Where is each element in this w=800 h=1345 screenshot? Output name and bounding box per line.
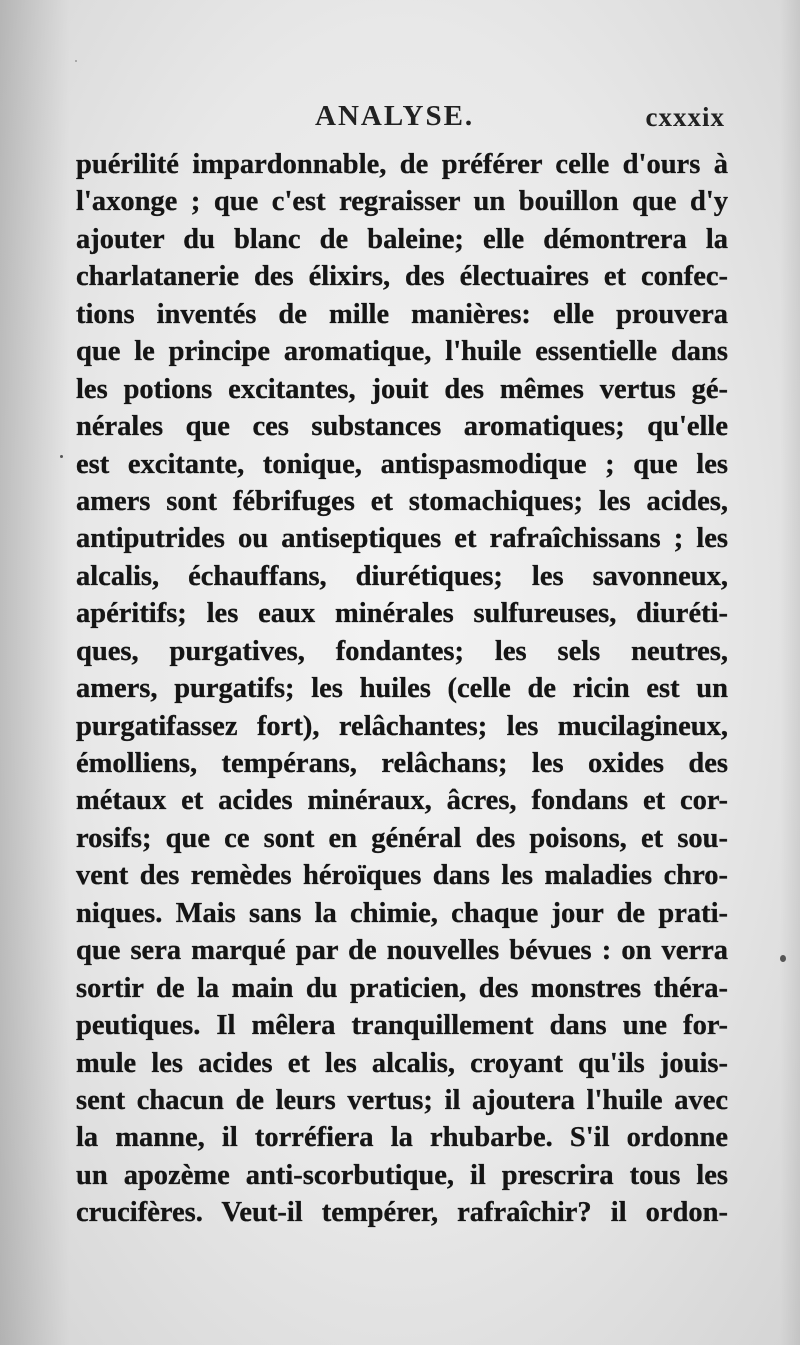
text-line: est excitante, tonique, antispasmodique ; que les: [76, 448, 728, 480]
text-line: charlatanerie des élixirs, des électuaires et confec-: [76, 261, 728, 293]
text-line: sortir de la main du praticien, des monstres théra-: [76, 972, 728, 1004]
text-line: peutiques. Il mêlera tranquillement dans une for-: [76, 1010, 728, 1042]
text-line: ajouter du blanc de baleine; elle démontrera la: [76, 223, 728, 255]
text-line: un apozème anti-scorbutique, il prescrira tous les: [76, 1159, 728, 1191]
text-line: nérales que ces substances aromatiques; qu'elle: [76, 411, 728, 443]
page-number: cxxxix: [645, 102, 725, 132]
text-line: amers sont fébrifuges et stomachiques; les acides,: [76, 485, 728, 517]
text-line: ques, purgatives, fondantes; les sels neutres,: [76, 635, 728, 667]
page-edge-shadow: [780, 0, 800, 1345]
text-line: que le principe aromatique, l'huile essentielle dans: [76, 336, 728, 368]
text-line: que sera marqué par de nouvelles bévues : on verra: [76, 935, 728, 967]
text-line: antiputrides ou antiseptiques et rafraîchissans ; les: [76, 523, 728, 555]
text-line: mule les acides et les alcalis, croyant qu'ils jouis-: [76, 1047, 728, 1079]
paper-speck: [780, 955, 786, 962]
text-line: puérilité impardonnable, de préférer celle d'ours à: [76, 149, 728, 180]
text-line: niques. Mais sans la chimie, chaque jour de prati-: [76, 897, 728, 929]
text-line: sent chacun de leurs vertus; il ajoutera l'huile avec: [76, 1084, 728, 1116]
text-line: métaux et acides minéraux, âcres, fondans et cor-: [76, 785, 728, 817]
text-line: l'axonge ; que c'est regraisser un bouillon que d'y: [76, 186, 728, 218]
gutter-shadow: [0, 0, 70, 1345]
text-line: alcalis, échauffans, diurétiques; les savonneux,: [76, 560, 728, 592]
text-line: rosifs; que ce sont en général des poisons, et sou-: [76, 822, 728, 854]
paper-speck: [60, 455, 63, 458]
text-line: amers, purgatifs; les huiles (celle de ricin est un: [76, 673, 728, 705]
body-text: [76, 146, 728, 1232]
text-line: tions inventés de mille manières: elle prouvera: [76, 298, 728, 330]
paper-speck: [75, 60, 77, 62]
text-line: vent des remèdes héroïques dans les maladies chro-: [76, 860, 728, 892]
text-line: crucifères. Veut-il tempérer, rafraîchir? il ordon-: [76, 1197, 728, 1229]
text-line: apéritifs; les eaux minérales sulfureuses, diuréti-: [76, 598, 728, 630]
text-line: la manne, il torréfiera la rhubarbe. S'il ordonne: [76, 1122, 728, 1154]
running-head-title: ANALYSE.: [315, 100, 475, 132]
text-line: les potions excitantes, jouit des mêmes vertus gé-: [76, 373, 728, 405]
text-line: émolliens, tempérans, relâchans; les oxides des: [76, 748, 728, 779]
text-line: purgatifassez fort), relâchantes; les mucilagineux,: [76, 710, 728, 742]
running-head: [75, 100, 725, 140]
